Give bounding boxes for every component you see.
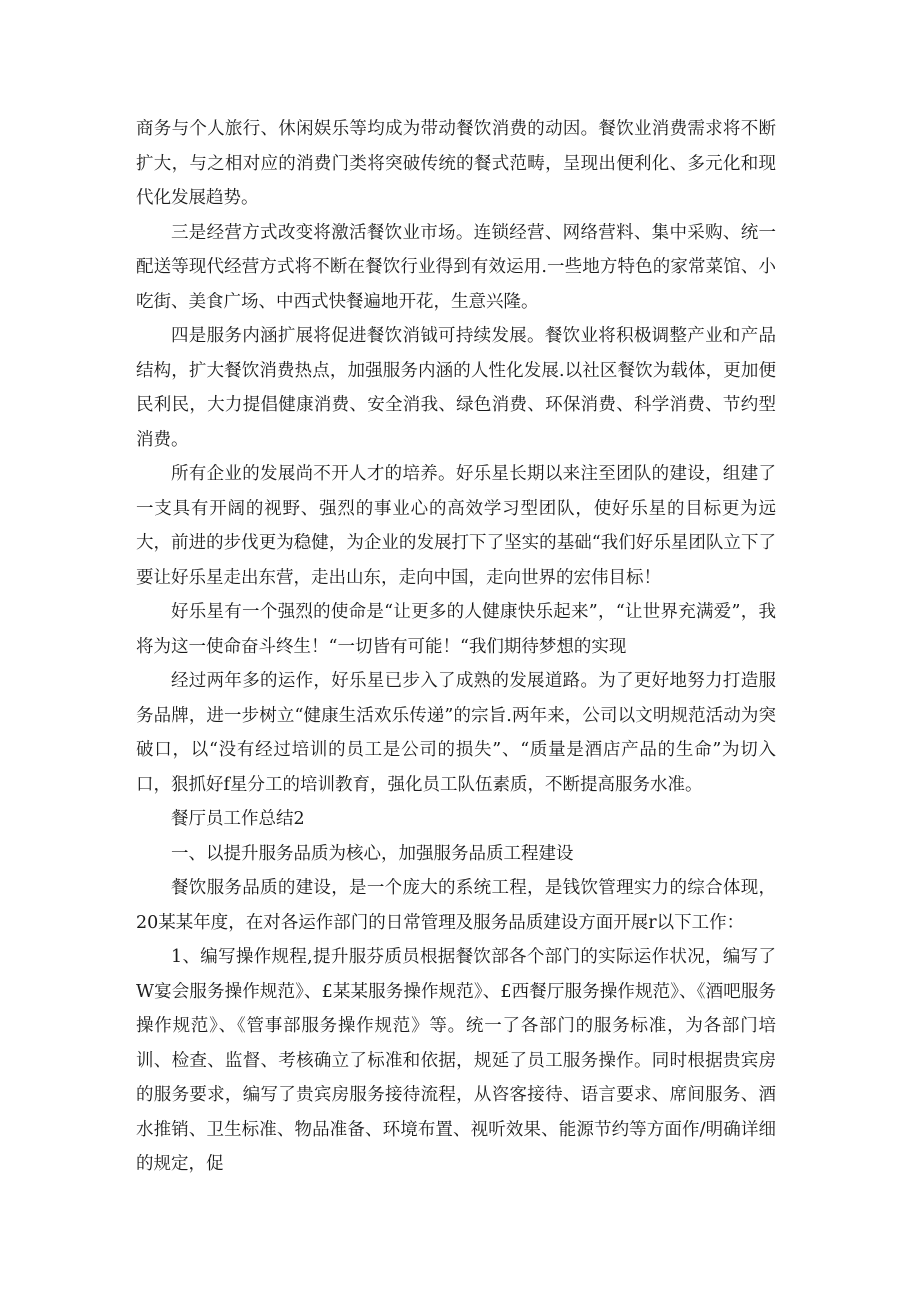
paragraph: 所有企业的发展尚不开人才的培养。好乐星长期以来注至团队的建设，组建了一支具有开阔的视野、强烈的事业心的高效学习型团队，使好乐星的目标更为远大，前进的步伐更为稳健，为企业的发展打下了坚实的基础“我们好乐星团队立下了要让好乐星走出东营，走出山东，走向中国，走向世界的宏伟目标！: [136, 464, 776, 588]
paragraph: 四是服务内涵扩展将促进餐饮消钺可持续发展。餐饮业将积极调整产业和产品结构，扩大餐饮消费热点，加强服务内涵的人性化发展.以社区餐饮为载体，更加便民利民，大力提倡健康消费、安全消我、绿色消费、环保消费、科学消费、节约型消费。: [136, 326, 776, 450]
section-title: 餐厅员工作总结2: [171, 809, 305, 829]
section-subtitle: 一、以提升服务品质为核心，加强服务品质工程建设: [171, 843, 574, 864]
paragraph: 好乐星有一个强烈的使命是“让更多的人健康快乐起来”，“让世界充满爱”，我将为这一使命奋斗终生！“一切皆有可能！“我们期待梦想的实现: [136, 602, 776, 657]
paragraph: 经过两年多的运作，好乐星已步入了成熟的发展道路。为了更好地努力打造服务品牌，进一步树立“健康生活欢乐传递”的宗旨.两年来，公司以文明规范活动为突破口，以“没有经过培训的员工是公司的损失”、“质量是酒店产品的生命”为切入口，狠抓好f星分工的培训教育，强化员工队伍素质，不断提高服务水准。: [136, 671, 776, 795]
paragraph: 餐饮服务品质的建设，是一个庞大的系统工程，是钱饮管理实力的综合体现，20某某年度，在对各运作部门的日常管理及服务品质建设方面开展r以下工作：: [136, 878, 776, 933]
paragraph: 三是经营方式改变将激活餐饮业市场。连锁经营、网络营料、集中采购、统一配送等现代经营方式将不断在餐饮行业得到有效运用.一些地方特色的家常菜馆、小吃街、美食广场、中西式快餐遍地开花，生意兴隆。: [136, 222, 776, 312]
paragraph: 1、编写操作规程,提升服芬质员根据餐饮部各个部门的实际运作状况，编写了W宴会服务操作规范》、£某某服务操作规范》、£西餐厅服务操作规范》、《酒吧服务操作规范》、《管事部服务操作规范》等。统一了各部门的服务标准，为各部门培训、检查、监督、考核确立了标准和依据，规延了员工服务操作。同时根据贵宾房的服务要求，编写了贵宾房服务接待流程，从咨客接待、语言要求、席间服务、酒水推销、卫生标准、物品准备、环境布置、视听效果、能源节约等方面作/明确详细的规定，促: [136, 947, 776, 1174]
paragraph: 商务与个人旅行、休闲娱乐等均成为带动餐饮消费的动因。餐饮业消费需求将不断扩大，与之相对应的消费门类将突破传统的餐式范畴，呈现出便利化、多元化和现代化发展趋势。: [136, 119, 776, 208]
document-body: [136, 112, 776, 1182]
